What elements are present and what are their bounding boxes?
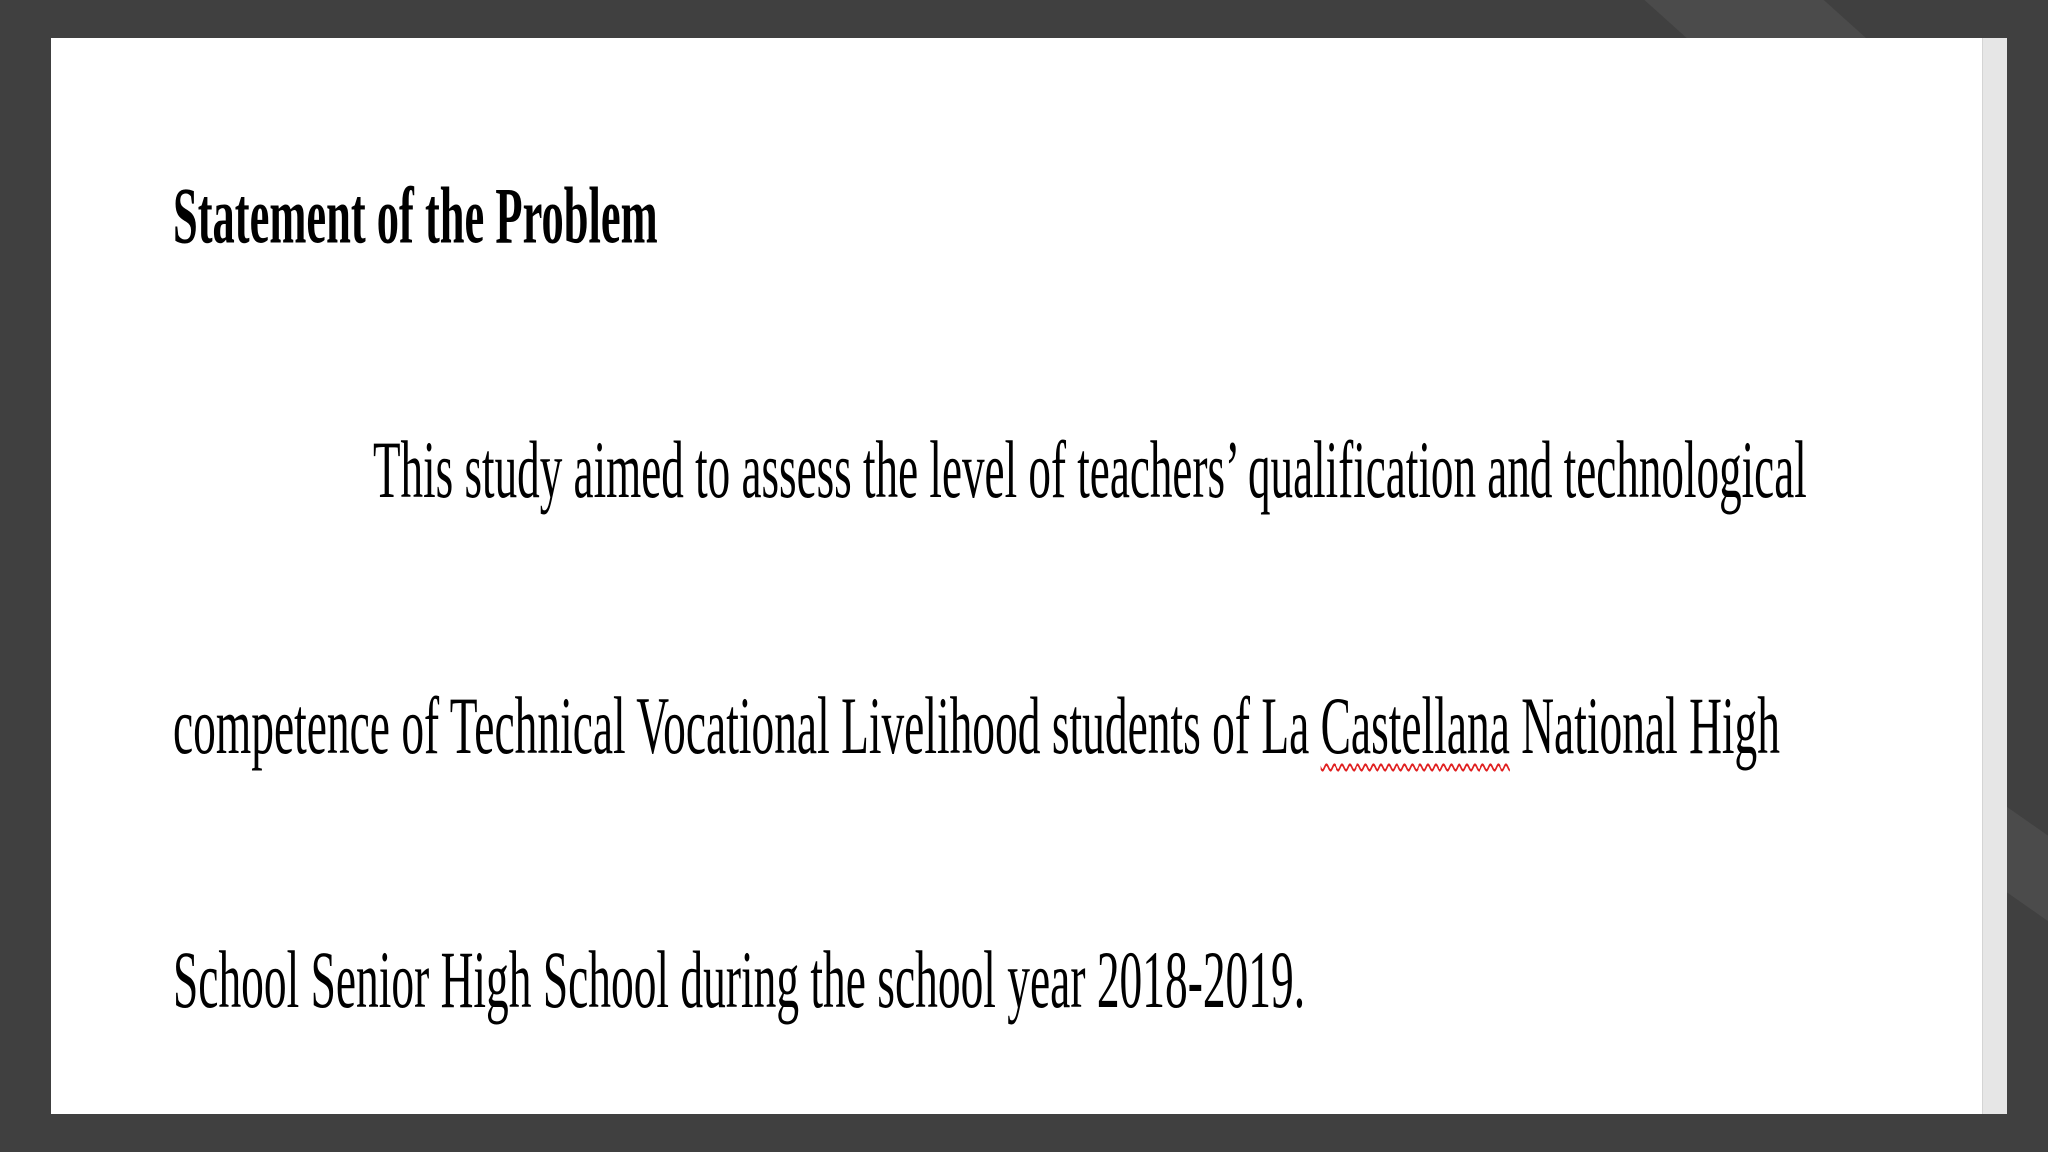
paragraph-text: National High — [1509, 679, 1780, 771]
document-page — [51, 38, 2007, 1114]
spellcheck-flagged-word[interactable]: Castellana — [1320, 679, 1510, 771]
paragraph-line: This study aimed to assess the level of teachers’ qualification and technological — [373, 423, 1807, 515]
paragraph-line: School Senior High School during the school year 2018-2019. — [173, 933, 1306, 1025]
vertical-scrollbar[interactable] — [1982, 38, 2007, 1114]
section-heading: Statement of the Problem — [173, 171, 658, 260]
paragraph-text: competence of Technical Vocational Livelihood students of La — [173, 679, 1321, 771]
paragraph-line — [173, 679, 1780, 771]
